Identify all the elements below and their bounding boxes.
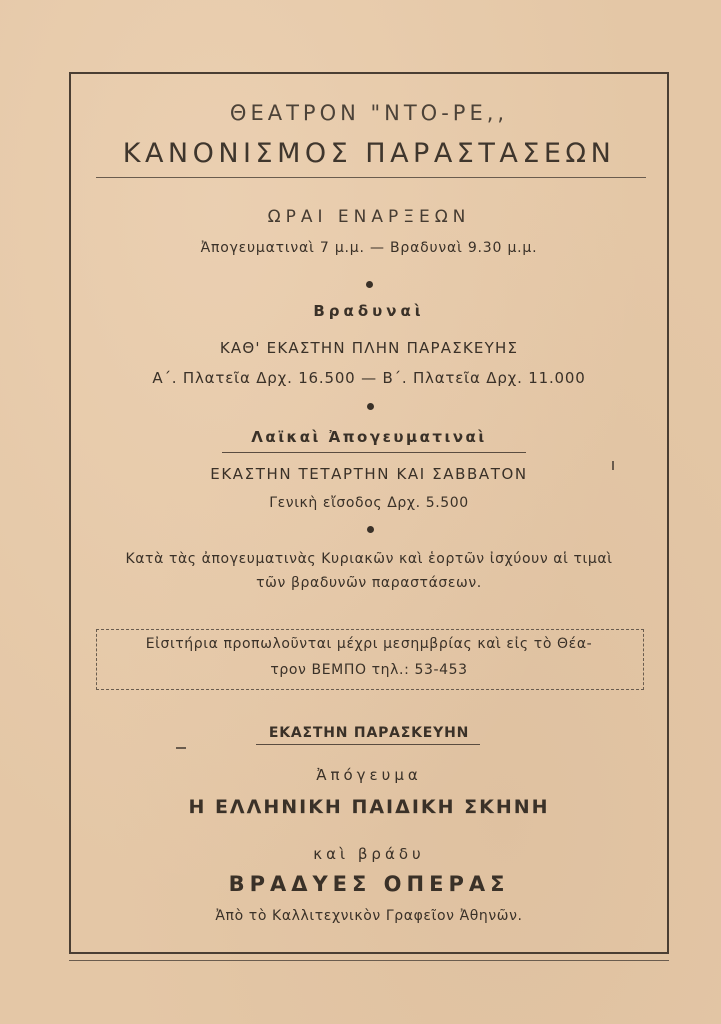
note-line-2: τῶν βραδυνῶν παραστάσεων. (256, 575, 482, 591)
childrens-stage-title: Η ΕΛΛΗΝΙΚΗ ΠΑΙΔΙΚΗ ΣΚΗΝΗ (188, 796, 550, 818)
theatre-name: ΘΕΑΤΡΟΝ "ΝΤΟ-ΡΕ,, (229, 101, 509, 125)
tickets-line-2: τρον ΒΕΜΠΟ τηλ.: 53-453 (270, 662, 468, 678)
afternoon-label: Ἀπόγευμα (316, 766, 422, 784)
credit-line: Ἀπὸ τὸ Καλλιτεχνικὸν Γραφεῖον Ἀθηνῶν. (215, 908, 523, 924)
hours-text: Ἀπογευματιναὶ 7 μ.μ. — Βραδυναὶ 9.30 μ.μ. (200, 240, 538, 256)
bottom-rule (69, 960, 669, 961)
opera-evenings-title: ΒΡΑΔΥΕΣ ΟΠΕΡΑΣ (228, 872, 510, 896)
evenings-schedule: ΚΑΘ' ΕΚΑΣΤΗΝ ΠΛΗΝ ΠΑΡΑΣΚΕΥΗΣ (219, 339, 519, 357)
ink-mark (612, 461, 614, 470)
evenings-heading: Βραδυναὶ (313, 302, 425, 320)
page-title: ΚΑΝΟΝΙΣΜΟΣ ΠΑΡΑΣΤΑΣΕΩΝ (122, 138, 616, 169)
matinees-price: Γενικὴ εἴσοδος Δρχ. 5.500 (269, 495, 469, 511)
evenings-prices: Α΄. Πλατεῖα Δρχ. 16.500 — Β΄. Πλατεῖα Δρχ. 11.000 (152, 369, 586, 387)
ink-mark (176, 747, 186, 749)
title-divider (96, 177, 646, 178)
matinees-schedule: ΕΚΑΣΤΗΝ ΤΕΤΑΡΤΗΝ ΚΑΙ ΣΑΒΒΑΤΟΝ (210, 465, 528, 483)
hours-heading: ΩΡΑΙ ΕΝΑΡΞΕΩΝ (267, 207, 471, 227)
document-frame (69, 72, 669, 954)
evening-label: καὶ βράδυ (313, 845, 425, 863)
friday-heading: ΕΚΑΣΤΗΝ ΠΑΡΑΣΚΕΥΗΝ (268, 725, 470, 741)
bullet-dot (367, 403, 374, 410)
bullet-dot (366, 281, 373, 288)
note-line-1: Κατὰ τὰς ἀπογευματινὰς Κυριακῶν καὶ ἑορτῶν ἰσχύουν αἱ τιμαὶ (125, 551, 613, 567)
matinees-underline (222, 452, 526, 453)
friday-underline (256, 744, 480, 745)
tickets-line-1: Εἰσιτήρια προπωλοῦνται μέχρι μεσημβρίας καὶ εἰς τὸ Θέα- (145, 636, 593, 652)
bullet-dot (367, 526, 374, 533)
matinees-heading: Λαϊκαὶ Ἀπογευματιναὶ (251, 428, 487, 446)
